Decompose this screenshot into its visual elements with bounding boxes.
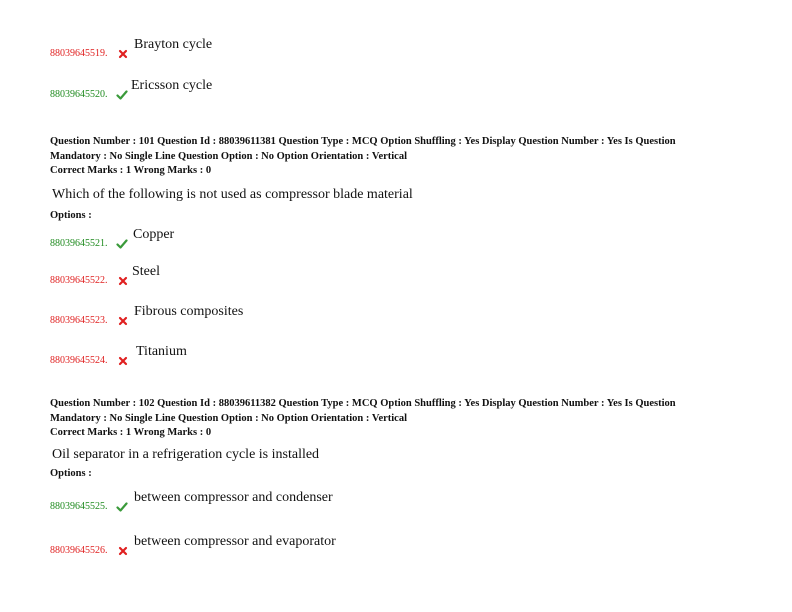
check-icon [116,238,128,250]
option-id: 88039645526. [50,545,108,556]
meta-line: Mandatory : No Single Line Question Option : No Option Orientation : Vertical [50,150,408,162]
option-text: Steel [132,264,160,279]
marks-line: Correct Marks : 1 Wrong Marks : 0 [50,427,212,438]
option-id: 88039645519. [50,48,108,59]
question-meta [50,397,750,441]
option-text: between compressor and evaporator [134,534,336,549]
cross-icon [117,48,129,60]
meta-line: Mandatory : No Single Line Question Option : No Option Orientation : Vertical [50,412,408,424]
option-id: 88039645520. [50,89,108,100]
question-text: Oil separator in a refrigeration cycle is installed [52,447,320,462]
options-label: Options : [50,210,92,221]
cross-icon [117,355,129,367]
check-icon [116,501,128,513]
option-text: Brayton cycle [134,37,213,52]
options-label: Options : [50,468,92,479]
option-id: 88039645524. [50,355,108,366]
option-id: 88039645521. [50,238,108,249]
option-id: 88039645523. [50,315,108,326]
cross-icon [117,275,129,287]
meta-line: Question Number : 101 Question Id : 88039611381 Question Type : MCQ Option Shuffling : Yes Display Question Number : Yes Is Question [50,136,676,147]
option-text: Fibrous composites [134,304,244,319]
option-id: 88039645522. [50,275,108,286]
option-text: Titanium [136,344,187,359]
marks-line: Correct Marks : 1 Wrong Marks : 0 [50,165,212,176]
option-text: between compressor and condenser [134,490,333,505]
check-icon [116,89,128,101]
option-id: 88039645525. [50,501,108,512]
question-text: Which of the following is not used as compressor blade material [52,187,413,202]
meta-line: Question Number : 102 Question Id : 88039611382 Question Type : MCQ Option Shuffling : Yes Display Question Number : Yes Is Question [50,398,676,409]
option-text: Ericsson cycle [131,78,213,93]
option-text: Copper [133,227,175,242]
cross-icon [117,545,129,557]
question-meta [50,135,750,179]
cross-icon [117,315,129,327]
